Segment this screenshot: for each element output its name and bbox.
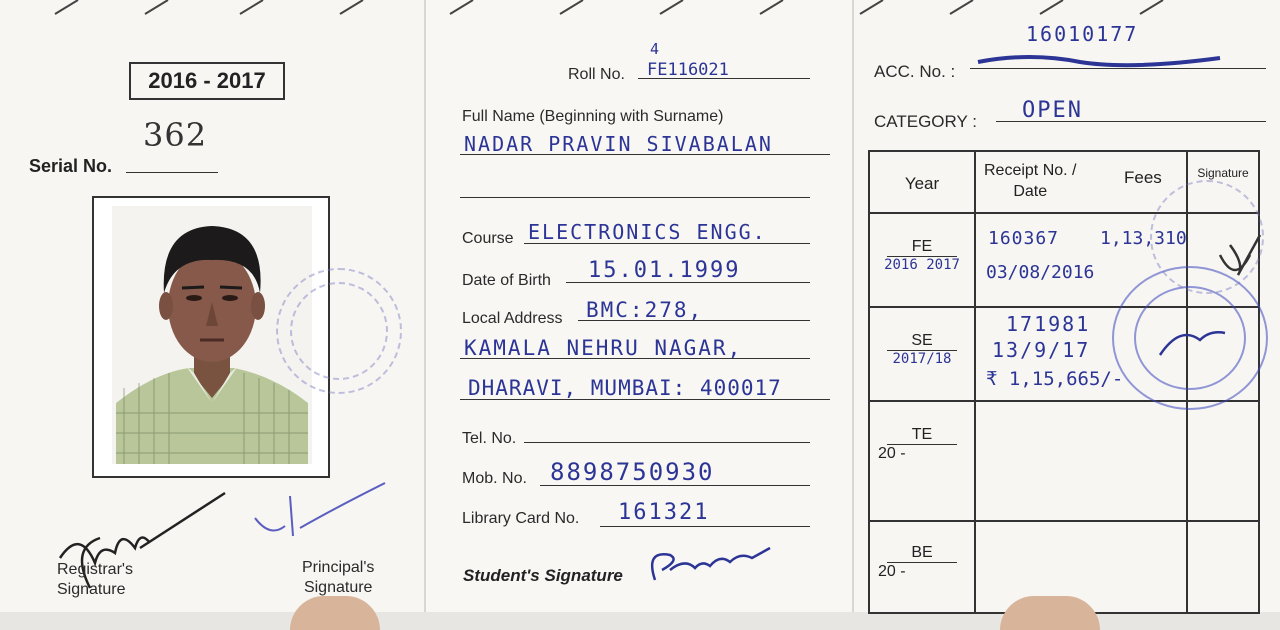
serial-label: Serial No. (29, 156, 113, 176)
category-label: CATEGORY : (874, 112, 977, 131)
registrar-label-line2: Signature (57, 581, 126, 598)
principal-label-line2: Signature (303, 579, 373, 596)
top-edge-marks (0, 0, 1280, 20)
principal-label-line1: Principal's (302, 559, 375, 576)
roll-correction: 4 (650, 40, 662, 58)
row-be-level: BE (911, 544, 933, 561)
roll-label: Roll No. (568, 66, 625, 83)
library-underline (600, 526, 810, 527)
library-label: Library Card No. (462, 510, 580, 527)
acc-label: ACC. No. : (874, 62, 956, 81)
course-value: ELECTRONICS ENGG. (528, 220, 767, 244)
principal-signature (245, 478, 395, 558)
course-label: Course (462, 230, 514, 247)
signature-marks (1150, 215, 1270, 365)
dob-label: Date of Birth (462, 272, 551, 289)
dob-value: 15.01.1999 (588, 258, 741, 283)
row-fe-date: 03/08/2016 (986, 262, 1095, 283)
row-te-signature (1187, 401, 1259, 521)
row-be-signature (1187, 521, 1259, 613)
roll-value: FE116021 (647, 60, 729, 80)
row-se-receipt-no: 171981 (1006, 312, 1091, 336)
library-value: 161321 (618, 500, 710, 525)
address-underline-2 (460, 358, 810, 359)
header-year-text: Year (904, 174, 940, 193)
mob-underline (540, 485, 810, 486)
row-fe-fees: 1,13,310 (1100, 228, 1187, 249)
header-year (869, 151, 975, 213)
table-row (869, 401, 1259, 521)
full-name-underline-2 (460, 197, 810, 198)
row-be-year (869, 521, 975, 613)
row-te-year-value: 20 - (878, 445, 906, 462)
row-te-level: TE (911, 426, 933, 443)
registrar-label (57, 560, 133, 600)
acc-underline (970, 68, 1266, 69)
mob-value: 8898750930 (550, 458, 715, 486)
serial-number: 362 (143, 116, 208, 154)
roll-underline (638, 78, 810, 79)
row-fe-year-value: 2016 2017 (884, 257, 960, 273)
finger (1000, 596, 1100, 630)
college-stamp-inner (290, 282, 388, 380)
address-underline-1 (578, 320, 810, 321)
acc-value: 16010177 (1026, 22, 1139, 46)
full-name-label: Full Name (Beginning with Surname) (462, 108, 724, 125)
row-se-year (869, 307, 975, 401)
category-value: OPEN (1022, 98, 1083, 123)
mob-label: Mob. No. (462, 470, 527, 487)
address-underline-3 (460, 399, 830, 400)
full-name-underline (460, 154, 830, 155)
full-name-value: NADAR PRAVIN SIVABALAN (464, 132, 773, 156)
row-se-year-value: 2017/18 (892, 351, 952, 367)
principal-label (302, 558, 374, 598)
tel-underline (524, 442, 810, 443)
header-receipt-line1: Receipt No. / (984, 162, 1077, 179)
row-se-date: 13/9/17 (992, 338, 1091, 362)
address-label: Local Address (462, 310, 563, 327)
row-te-year (869, 401, 975, 521)
student-signature (640, 540, 780, 590)
header-fees: Fees (1124, 168, 1162, 187)
registrar-label-line1: Registrar's (57, 561, 133, 578)
row-be-year-value: 20 - (878, 563, 906, 580)
row-fe-level: FE (911, 238, 933, 255)
dob-underline (566, 282, 810, 283)
academic-year-box: 2016 - 2017 (129, 62, 285, 100)
category-underline (996, 121, 1266, 122)
header-signature-text: Signature (1197, 166, 1249, 180)
address-line3: DHARAVI, MUMBAI: 400017 (468, 376, 782, 400)
row-te-receipt (975, 401, 1187, 521)
header-receipt-fees (975, 151, 1187, 213)
address-line2: KAMALA NEHRU NAGAR, (464, 336, 743, 360)
row-se-fees: ₹ 1,15,665/- (986, 368, 1124, 390)
row-fe-receipt-no: 160367 (988, 228, 1060, 249)
course-underline (524, 243, 810, 244)
header-receipt (984, 160, 1076, 202)
row-se-level: SE (911, 332, 933, 349)
tel-label: Tel. No. (462, 430, 517, 447)
serial-underline (126, 172, 218, 173)
row-fe-year (869, 213, 975, 307)
header-receipt-line2: Date (1013, 183, 1048, 200)
student-signature-label: Student's Signature (463, 566, 623, 585)
address-line1: BMC:278, (586, 298, 704, 322)
